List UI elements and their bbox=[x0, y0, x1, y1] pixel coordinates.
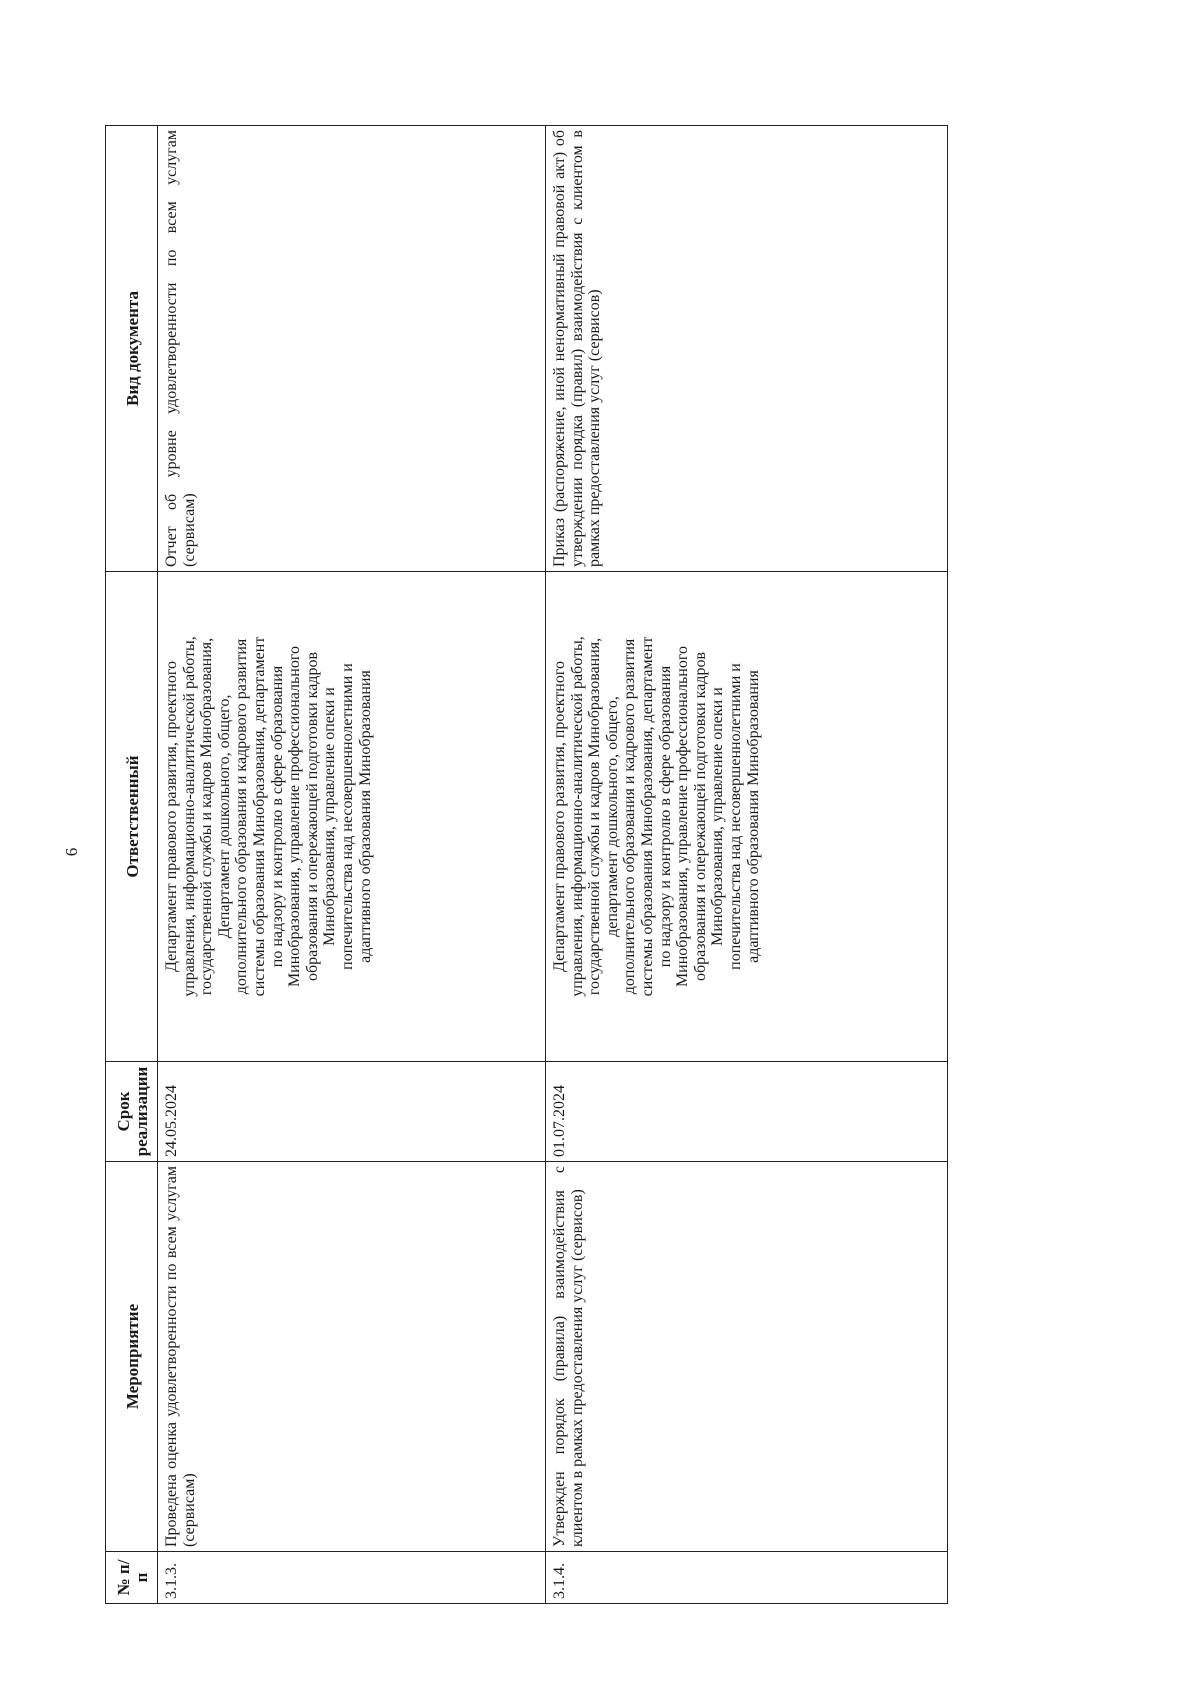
responsible-line: образования и опережающей подготовки кадров bbox=[691, 652, 709, 982]
row-deadline: 01.07.2024 bbox=[546, 1062, 948, 1162]
responsible-line: государственной службы и кадров Минобразования, bbox=[586, 637, 604, 996]
row-responsible bbox=[158, 572, 546, 1062]
responsible-line: образования и опережающей подготовки кадров bbox=[303, 652, 321, 982]
table-row bbox=[546, 126, 948, 1604]
header-responsible: Ответственный bbox=[106, 572, 158, 1062]
responsible-line: адаптивного образования Минобразования bbox=[744, 670, 762, 963]
header-document-type: Вид документа bbox=[106, 126, 158, 572]
responsible-line: дополнительного образования и кадрового развития bbox=[233, 638, 251, 995]
action-plan-table bbox=[105, 125, 948, 1604]
responsible-line: управления, информационно-аналитической работы, bbox=[180, 636, 198, 997]
responsible-line: системы образования Минобразования, департамент bbox=[250, 636, 268, 997]
responsible-line: по надзору и контролю в сфере образования bbox=[656, 665, 674, 968]
responsible-line: попечительства над несовершеннолетними и bbox=[726, 663, 744, 970]
row-number: 3.1.4. bbox=[546, 1552, 948, 1604]
row-deadline: 24.05.2024 bbox=[158, 1062, 546, 1162]
responsible-line: по надзору и контролю в сфере образования bbox=[268, 665, 286, 968]
row-activity: Проведена оценка удовлетворенности по всем услугам (сервисам) bbox=[158, 1162, 546, 1552]
row-document-type: Отчет об уровне удовлетворенности по всем услугам (сервисам) bbox=[158, 126, 546, 572]
header-number: № п/п bbox=[106, 1552, 158, 1604]
table-header-row bbox=[106, 126, 158, 1604]
responsible-line: Минобразования, управление профессионального bbox=[674, 645, 692, 988]
table-row bbox=[158, 126, 546, 1604]
header-activity: Мероприятие bbox=[106, 1162, 158, 1552]
responsible-line: адаптивного образования Минобразования bbox=[356, 670, 374, 963]
page-number: 6 bbox=[62, 847, 81, 857]
responsible-line: Минобразования, управление опеки и bbox=[709, 687, 727, 946]
responsible-line: Департамент правового развития, проектного bbox=[551, 660, 568, 973]
responsible-line: управления, информационно-аналитической работы, bbox=[568, 636, 586, 997]
responsible-line: системы образования Минобразования, департамент bbox=[638, 636, 656, 997]
header-deadline: Срок реализации bbox=[106, 1062, 158, 1162]
row-number: 3.1.3. bbox=[158, 1552, 546, 1604]
responsible-line: Минобразования, управление опеки и bbox=[321, 687, 339, 946]
responsible-line: государственной службы и кадров Минобразования, bbox=[198, 637, 216, 996]
responsible-line: дополнительного образования и кадрового развития bbox=[621, 638, 639, 995]
responsible-line: Минобразования, управление профессионального bbox=[286, 645, 304, 988]
rotated-page-content bbox=[105, 126, 948, 1604]
responsible-line: департамент дошкольного, общего, bbox=[603, 696, 621, 937]
row-document-type: Приказ (распоряжение, иной ненормативный правовой акт) об утверждении порядка (правил) взаимодействия с клиентом в рамках предоставления услуг (сервисов) bbox=[546, 126, 948, 572]
responsible-line: попечительства над несовершеннолетними и bbox=[338, 663, 356, 970]
responsible-line: Департамент дошкольного, общего, bbox=[215, 694, 233, 939]
row-activity: Утвержден порядок (правила) взаимодействия с клиентом в рамках предоставления услуг (сервисов) bbox=[546, 1162, 948, 1552]
row-responsible bbox=[546, 572, 948, 1062]
responsible-line: Департамент правового развития, проектного bbox=[163, 660, 180, 973]
